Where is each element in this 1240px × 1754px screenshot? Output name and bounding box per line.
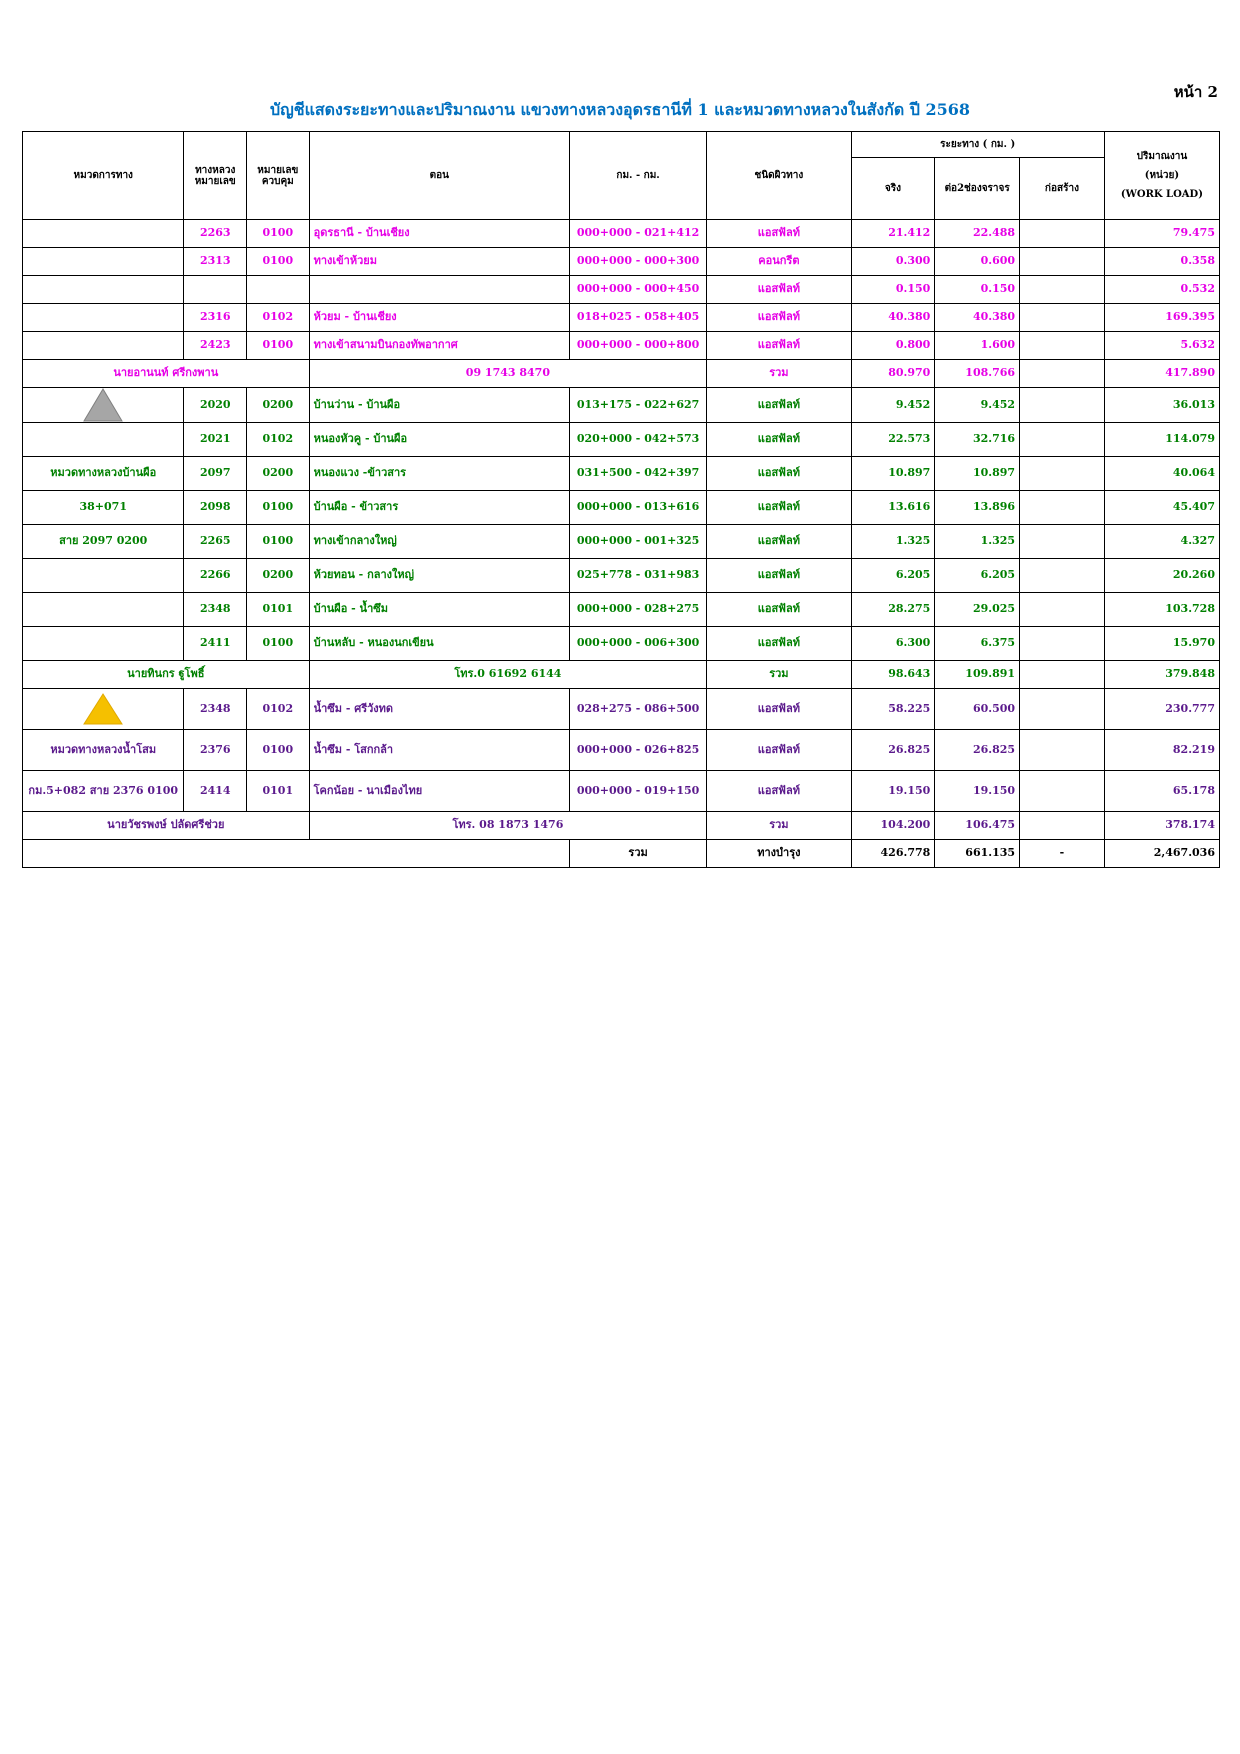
section-cell: น้ำซึม - โสกกล้า (309, 730, 569, 771)
route-cell: 2414 (184, 771, 247, 812)
summary-label: รวม (707, 360, 851, 388)
km-cell: 000+000 - 013+616 (569, 491, 706, 525)
section-cell: น้ำซึม - ศรีวังทด (309, 689, 569, 730)
surface-cell: แอสฟัลท์ (707, 491, 851, 525)
two-lane-cell: 9.452 (935, 388, 1020, 423)
route-cell: 2263 (184, 220, 247, 248)
control-cell: 0200 (247, 388, 310, 423)
control-cell: 0100 (247, 491, 310, 525)
table-row (23, 593, 1220, 627)
km-cell: 028+275 - 086+500 (569, 689, 706, 730)
table-row (23, 689, 1220, 730)
table-row (23, 491, 1220, 525)
surface-cell: แอสฟัลท์ (707, 332, 851, 360)
workload-cell: 0.358 (1104, 248, 1219, 276)
grand-total-row (23, 840, 1220, 868)
page-number: หน้า 2 (1173, 83, 1218, 101)
two-lane-cell: 40.380 (935, 304, 1020, 332)
summary-actual: 98.643 (851, 661, 935, 689)
two-lane-cell: 29.025 (935, 593, 1020, 627)
section-cell: บ้านหลับ - หนองนกเขียน (309, 627, 569, 661)
workload-cell: 40.064 (1104, 457, 1219, 491)
km-cell: 000+000 - 006+300 (569, 627, 706, 661)
surface-cell: แอสฟัลท์ (707, 388, 851, 423)
surface-cell: แอสฟัลท์ (707, 276, 851, 304)
actual-cell: 0.300 (851, 248, 935, 276)
two-lane-cell: 26.825 (935, 730, 1020, 771)
surface-cell: คอนกรีต (707, 248, 851, 276)
control-cell: 0101 (247, 771, 310, 812)
two-lane-cell: 0.150 (935, 276, 1020, 304)
control-cell: 0102 (247, 304, 310, 332)
table-row (23, 627, 1220, 661)
control-cell (247, 276, 310, 304)
summary-row (23, 812, 1220, 840)
actual-cell: 0.800 (851, 332, 935, 360)
supervisor-phone: โทร. 08 1873 1476 (309, 812, 707, 840)
workload-cell: 230.777 (1104, 689, 1219, 730)
district-marker-cell (23, 388, 184, 423)
table-row (23, 730, 1220, 771)
summary-two-lane: 108.766 (935, 360, 1020, 388)
table-row (23, 248, 1220, 276)
km-cell: 018+025 - 058+405 (569, 304, 706, 332)
header-construction: ก่อสร้าง (1020, 158, 1105, 220)
workload-cell: 5.632 (1104, 332, 1219, 360)
workload-cell: 65.178 (1104, 771, 1219, 812)
km-cell: 031+500 - 042+397 (569, 457, 706, 491)
surface-cell: แอสฟัลท์ (707, 304, 851, 332)
header-district: หมวดการทาง (23, 132, 184, 220)
workload-cell: 82.219 (1104, 730, 1219, 771)
district-route: สาย 2097 0200 (23, 525, 184, 559)
actual-cell: 19.150 (851, 771, 935, 812)
actual-cell: 9.452 (851, 388, 935, 423)
header-workload (1104, 132, 1219, 220)
km-cell: 000+000 - 000+800 (569, 332, 706, 360)
two-lane-cell: 19.150 (935, 771, 1020, 812)
actual-cell: 6.300 (851, 627, 935, 661)
district-location: กม.5+082 สาย 2376 0100 (23, 771, 184, 812)
control-cell: 0100 (247, 627, 310, 661)
actual-cell: 58.225 (851, 689, 935, 730)
control-cell: 0100 (247, 525, 310, 559)
supervisor-name: นายทินกร ฐูโพธิ์ (23, 661, 310, 689)
section-cell: หนองหัวคู - บ้านผือ (309, 423, 569, 457)
grand-total-construction: - (1020, 840, 1105, 868)
km-cell: 020+000 - 042+573 (569, 423, 706, 457)
header-row-1 (23, 132, 1220, 158)
km-cell: 000+000 - 001+325 (569, 525, 706, 559)
workload-cell: 45.407 (1104, 491, 1219, 525)
section-cell: ทางเข้ากลางใหญ่ (309, 525, 569, 559)
supervisor-name: นายวัชรพงษ์ ปลัดศรีช่วย (23, 812, 310, 840)
district-name: หมวดทางหลวงน้ำโสม (23, 730, 184, 771)
header-surface: ชนิดผิวทาง (707, 132, 851, 220)
workload-cell: 103.728 (1104, 593, 1219, 627)
workload-cell: 79.475 (1104, 220, 1219, 248)
actual-cell: 21.412 (851, 220, 935, 248)
actual-cell: 26.825 (851, 730, 935, 771)
surface-cell: แอสฟัลท์ (707, 689, 851, 730)
header-section: ตอน (309, 132, 569, 220)
control-cell: 0100 (247, 332, 310, 360)
route-cell: 2316 (184, 304, 247, 332)
two-lane-cell: 0.600 (935, 248, 1020, 276)
header-route-no: ทางหลวงหมายเลข (184, 132, 247, 220)
actual-cell: 22.573 (851, 423, 935, 457)
table-row (23, 525, 1220, 559)
section-cell: บ้านผือ - ข้าวสาร (309, 491, 569, 525)
summary-row (23, 360, 1220, 388)
route-cell: 2098 (184, 491, 247, 525)
two-lane-cell: 32.716 (935, 423, 1020, 457)
section-cell: อุดรธานี - บ้านเชียง (309, 220, 569, 248)
two-lane-cell: 13.896 (935, 491, 1020, 525)
route-cell: 2097 (184, 457, 247, 491)
km-cell: 000+000 - 028+275 (569, 593, 706, 627)
grand-total-workload: 2,467.036 (1104, 840, 1219, 868)
supervisor-name: นายอานนท์ ศรีกงพาน (23, 360, 310, 388)
control-cell: 0100 (247, 220, 310, 248)
route-cell: 2376 (184, 730, 247, 771)
two-lane-cell: 6.375 (935, 627, 1020, 661)
table-row (23, 457, 1220, 491)
surface-cell: แอสฟัลท์ (707, 593, 851, 627)
control-cell: 0101 (247, 593, 310, 627)
route-cell: 2411 (184, 627, 247, 661)
actual-cell: 1.325 (851, 525, 935, 559)
workload-cell: 20.260 (1104, 559, 1219, 593)
section-cell (309, 276, 569, 304)
control-cell: 0100 (247, 248, 310, 276)
table-row (23, 423, 1220, 457)
section-cell: บ้านผือ - น้ำซึม (309, 593, 569, 627)
table-row (23, 559, 1220, 593)
section-cell: ทางเข้าสนามบินกองทัพอากาศ (309, 332, 569, 360)
workload-cell: 0.532 (1104, 276, 1219, 304)
header-km: กม. - กม. (569, 132, 706, 220)
surface-cell: แอสฟัลท์ (707, 627, 851, 661)
control-cell: 0100 (247, 730, 310, 771)
surface-cell: แอสฟัลท์ (707, 457, 851, 491)
control-cell: 0102 (247, 423, 310, 457)
control-cell: 0200 (247, 457, 310, 491)
surface-cell: แอสฟัลท์ (707, 525, 851, 559)
workload-cell: 114.079 (1104, 423, 1219, 457)
supervisor-phone: โทร.0 61692 6144 (309, 661, 707, 689)
route-cell: 2020 (184, 388, 247, 423)
km-cell: 000+000 - 019+150 (569, 771, 706, 812)
grand-total-label: รวม (569, 840, 706, 868)
route-cell: 2313 (184, 248, 247, 276)
route-cell: 2348 (184, 689, 247, 730)
two-lane-cell: 6.205 (935, 559, 1020, 593)
section-cell: โคกน้อย - นาเมืองไทย (309, 771, 569, 812)
table-row (23, 276, 1220, 304)
district-marker-cell (23, 689, 184, 730)
header-two-lane: ต่อ2ช่องจราจร (935, 158, 1020, 220)
table-row (23, 388, 1220, 423)
table-row (23, 220, 1220, 248)
table-row (23, 332, 1220, 360)
km-cell: 000+000 - 000+300 (569, 248, 706, 276)
header-workload-2: (หน่วย) (1144, 170, 1180, 181)
route-cell: 2265 (184, 525, 247, 559)
surface-cell: แอสฟัลท์ (707, 730, 851, 771)
two-lane-cell: 1.600 (935, 332, 1020, 360)
supervisor-phone: 09 1743 8470 (309, 360, 707, 388)
surface-cell: แอสฟัลท์ (707, 559, 851, 593)
table-row (23, 304, 1220, 332)
actual-cell: 6.205 (851, 559, 935, 593)
section-cell: บ้านว่าน - บ้านผือ (309, 388, 569, 423)
km-cell: 013+175 - 022+627 (569, 388, 706, 423)
yellow-triangle-icon (83, 693, 123, 725)
surface-cell: แอสฟัลท์ (707, 423, 851, 457)
summary-workload: 417.890 (1104, 360, 1219, 388)
actual-cell: 13.616 (851, 491, 935, 525)
route-cell: 2021 (184, 423, 247, 457)
workload-cell: 15.970 (1104, 627, 1219, 661)
two-lane-cell: 1.325 (935, 525, 1020, 559)
road-distance-table (22, 131, 1220, 868)
actual-cell: 28.275 (851, 593, 935, 627)
summary-label: รวม (707, 812, 851, 840)
summary-two-lane: 109.891 (935, 661, 1020, 689)
control-cell: 0102 (247, 689, 310, 730)
summary-workload: 378.174 (1104, 812, 1219, 840)
route-cell: 2348 (184, 593, 247, 627)
actual-cell: 0.150 (851, 276, 935, 304)
route-cell: 2266 (184, 559, 247, 593)
workload-cell: 36.013 (1104, 388, 1219, 423)
grand-total-actual: 426.778 (851, 840, 935, 868)
two-lane-cell: 60.500 (935, 689, 1020, 730)
section-cell: ทางเข้าห้วยม (309, 248, 569, 276)
grand-total-two-lane: 661.135 (935, 840, 1020, 868)
km-cell: 025+778 - 031+983 (569, 559, 706, 593)
section-cell: ห้วยม - บ้านเชียง (309, 304, 569, 332)
header-workload-1: ปริมาณงาน (1136, 151, 1188, 162)
header-workload-3: (WORK LOAD) (1120, 189, 1203, 200)
km-cell: 000+000 - 026+825 (569, 730, 706, 771)
summary-row (23, 661, 1220, 689)
actual-cell: 40.380 (851, 304, 935, 332)
workload-cell: 169.395 (1104, 304, 1219, 332)
km-cell: 000+000 - 021+412 (569, 220, 706, 248)
actual-cell: 10.897 (851, 457, 935, 491)
section-cell: ห้วยทอน - กลางใหญ่ (309, 559, 569, 593)
district-name: หมวดทางหลวงบ้านผือ (23, 457, 184, 491)
gray-triangle-icon (83, 388, 123, 422)
two-lane-cell: 22.488 (935, 220, 1020, 248)
header-actual: จริง (851, 158, 935, 220)
route-cell: 2423 (184, 332, 247, 360)
summary-workload: 379.848 (1104, 661, 1219, 689)
header-distance: ระยะทาง ( กม. ) (851, 132, 1104, 158)
district-km: 38+071 (23, 491, 184, 525)
summary-two-lane: 106.475 (935, 812, 1020, 840)
route-cell (184, 276, 247, 304)
km-cell: 000+000 - 000+450 (569, 276, 706, 304)
grand-total-type: ทางบำรุง (707, 840, 851, 868)
summary-label: รวม (707, 661, 851, 689)
table-row (23, 771, 1220, 812)
two-lane-cell: 10.897 (935, 457, 1020, 491)
surface-cell: แอสฟัลท์ (707, 220, 851, 248)
summary-actual: 80.970 (851, 360, 935, 388)
workload-cell: 4.327 (1104, 525, 1219, 559)
control-cell: 0200 (247, 559, 310, 593)
header-control-no: หมายเลขควบคุม (247, 132, 310, 220)
surface-cell: แอสฟัลท์ (707, 771, 851, 812)
summary-actual: 104.200 (851, 812, 935, 840)
page-title: บัญชีแสดงระยะทางและปริมาณงาน แขวงทางหลวงอุดรธานีที่ 1 และหมวดทางหลวงในสังกัด ปี 2568 (269, 100, 971, 119)
section-cell: หนองแวง -ข้าวสาร (309, 457, 569, 491)
